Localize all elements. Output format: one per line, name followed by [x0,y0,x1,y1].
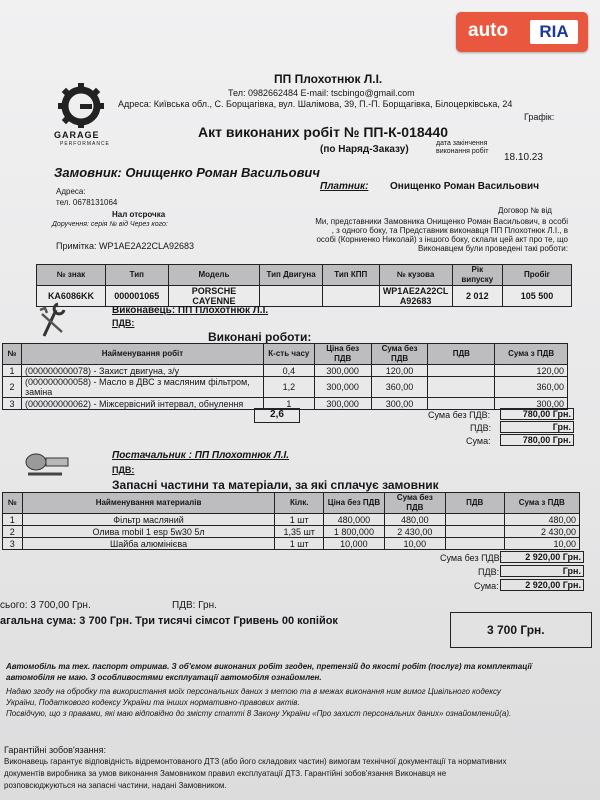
works-vat-label: ПДВ: [470,423,492,433]
parts-vat-label: ПДВ: [478,567,500,577]
parts-sum: 2 920,00 Грн. [500,579,584,591]
garage-logo [50,82,112,152]
legal-line-1: Автомобіль та тех. паспорт отримав. З об'ємом виконаних робіт згоден, претензій до якості робіт (послуг) та комплектації [6,662,532,671]
company-address: Адреса: Київська обл., С. Борщагівка, вул. Шалімова, 39, П.-П. Борщагівка, Білоцерківська, 24 [118,99,513,109]
parts-title: Запасні частини та матеріали, за які сплачує замовник [112,478,439,492]
works-row-hours: 1,2 [263,377,314,398]
parts-row-price: 10,000 [323,538,384,550]
works-row-price: 300,000 [314,365,371,377]
works-row-name: (000000000078) - Захист двигуна, з/у [21,365,263,377]
works-row-sum-vat: 300,00 [495,398,568,410]
parts-col-name: Найменування материалів [22,493,275,514]
act-title: Акт виконаних робіт № ПП-К-018440 [198,124,449,140]
supplier-vat: ПДВ: [112,465,135,475]
works-row-sum-no-vat: 120,00 [371,365,428,377]
parts-header-row [3,493,580,514]
works-col-name: Найменування робіт [21,344,263,365]
parts-row-name: Шайба алюмінієва [22,538,275,550]
parts-row [3,538,580,550]
spare-parts-icon [22,448,74,482]
works-sum-no-vat-label: Сума без ПДВ: [428,410,491,420]
company-name: ПП Плохотнюк Л.І. [274,72,383,86]
parts-row-qty: 1 шт [275,538,324,550]
deferral-label: Нал отсрочка [112,210,166,219]
works-row-hours: 0,4 [263,365,314,377]
works-col-sum-no-vat: Сума без ПДВ [371,344,428,365]
parts-table [2,492,580,550]
logo-text: GARAGE [54,130,100,140]
parts-row-number: 2 [3,526,23,538]
works-col-vat: ПДВ [428,344,495,365]
works-row [3,377,568,398]
parts-row [3,526,580,538]
works-row-name: (000000000058) - Масло в ДВС з масляним фільтром, заміна [21,377,263,398]
order-note: (по Наряд-Заказу) [320,144,409,155]
works-hours-total: 2,6 [254,408,300,423]
gear-logo-icon [50,82,112,128]
parts-col-sum-no-vat: Сума без ПДВ [384,493,445,514]
customer-phone: тел. 0678131064 [56,198,118,207]
legal-line-2: автомобіля не маю. З особливостями експлуатації автомобіля ознайомлен. [6,673,322,682]
customer-note: Примітка: WP1AE2A22CLA92683 [56,241,195,251]
works-row-number: 3 [3,398,22,410]
parts-row-sum-vat: 2 430,00 [504,526,579,538]
total-box-value: 3 700 Грн. [487,623,545,637]
works-row-sum-no-vat: 360,00 [371,377,428,398]
vehicle-year: 2 012 [452,286,502,307]
warranty-line-2: документів виробника за умов виконання Замовником правил експлуатації ДТЗ. Гарантійні зобов'язання Виконавця не [4,769,447,778]
authorization-line: Доручення: серія № від Через кого: [52,221,168,228]
total-in-words: агальна сума: 3 700 Грн. Три тисячі сімсот Гривень 00 копійок [0,615,338,627]
vehicle-model: PORSCHE CAYENNE [168,286,260,307]
works-col-number: № [3,344,22,365]
watermark-ria: RIA [530,20,578,44]
parts-row-number: 1 [3,514,23,526]
works-col-hours: К-сть часу [263,344,314,365]
parts-vat: Грн. [500,565,584,577]
vehicle-gearbox [322,286,379,307]
works-row-vat [428,377,495,398]
works-row-vat [428,398,495,410]
contract-text: Ми, представники Замовника Онищенко Роман Васильович, в особі , з одного боку, та Представник виконавця ПП Плохотнюк Л.І., в особі (Корниенко Николай) з іншого боку, склали цей акт про те, що Виконавцем були проведені такі роботи: [315,217,568,253]
works-sum-no-vat: 780,00 Грн. [500,408,574,420]
works-col-price: Ціна без ПДВ [314,344,371,365]
contract-label: Договор № від [498,206,552,215]
parts-row [3,514,580,526]
parts-sum-no-vat-label: Сума без ПДВ: [440,553,503,563]
vehicle-col-vin: № кузова [379,265,452,286]
works-table [2,343,568,410]
legal-line-3: Надаю згоду на обробку та використання моїх персональних даних з метою та в межах виконання ним вимог Цивільного кодексу [6,687,501,696]
parts-row-name: Олива mobil 1 esp 5w30 5л [22,526,275,538]
legal-line-4: України, Податкового кодексу України та інших нормативно-правових актів. [6,698,300,707]
works-title: Виконані роботи: [208,330,312,344]
parts-row-qty: 1,35 шт [275,526,324,538]
parts-row-qty: 1 шт [275,514,324,526]
schedule-label: Графік: [524,112,555,122]
wrench-icon [36,300,68,340]
works-row-name: (000000000062) - Міжсервісний інтервал, обнулення [21,398,263,410]
vehicle-col-gearbox: Тип КПП [322,265,379,286]
works-col-sum-vat: Сума з ПДВ [495,344,568,365]
vehicle-plate: KA6086KK [37,286,106,307]
payer-name: Онищенко Роман Васильович [390,181,540,192]
vehicle-col-mileage: Пробіг [503,265,572,286]
works-sum: 780,00 Грн. [500,434,574,446]
vehicle-type: 000001065 [105,286,168,307]
parts-row-name: Фільтр масляний [22,514,275,526]
works-row-price: 300,000 [314,377,371,398]
parts-row-price: 1 800,000 [323,526,384,538]
works-row-vat [428,365,495,377]
vehicle-col-model: Модель [168,265,260,286]
logo-subtext: PERFORMANCE [60,141,110,147]
works-row-number: 1 [3,365,22,377]
works-row-sum-vat: 360,00 [495,377,568,398]
parts-row-sum-no-vat: 480,00 [384,514,445,526]
works-sum-label: Сума: [466,436,491,446]
vehicle-vin: WP1AE2A22CLA92683 [379,286,452,307]
works-row-sum-no-vat: 300,00 [371,398,428,410]
customer-address: Адреса: [56,187,86,196]
company-contacts: Тел: 0982662484 E-mail: tscbingo@gmail.com [228,88,415,98]
parts-row-vat [445,538,504,550]
works-row-hours: 1 [263,398,314,410]
vehicle-col-engine: Тип Двигуна [260,265,323,286]
parts-col-vat: ПДВ [445,493,504,514]
parts-row-vat [445,514,504,526]
total-all: сього: 3 700,00 Грн. [0,600,91,611]
parts-row-sum-vat: 480,00 [504,514,579,526]
vehicle-engine [260,286,323,307]
parts-sum-label: Сума: [474,581,499,591]
works-row-sum-vat: 120,00 [495,365,568,377]
parts-col-qty: Кілк. [275,493,324,514]
warranty-title: Гарантійні зобов'язання: [4,745,106,755]
executor-label: Виконавець: ПП Плохотнюк Л.І. [112,305,269,316]
date-label: дата закінчення виконання робіт [436,140,489,155]
parts-row-number: 3 [3,538,23,550]
parts-row-price: 480,000 [323,514,384,526]
parts-row-sum-no-vat: 2 430,00 [384,526,445,538]
parts-row-vat [445,526,504,538]
total-box [450,612,592,648]
parts-sum-no-vat: 2 920,00 Грн. [500,551,584,563]
act-date: 18.10.23 [504,152,543,163]
vehicle-mileage: 105 500 [503,286,572,307]
vehicle-header-row [37,265,572,286]
parts-col-number: № [3,493,23,514]
works-row-price: 300,000 [314,398,371,410]
vehicle-table [36,264,572,307]
works-row-number: 2 [3,377,22,398]
works-vat: Грн. [500,421,574,433]
parts-row-sum-no-vat: 10,00 [384,538,445,550]
legal-line-5: Посвідчую, що з правами, які маю відповідно до змісту статті 8 Закону України «Про захист персональних даних» ознайомлений(а). [6,709,512,718]
warranty-line-3: розповсюджуються на запасні частини, надані Замовником. [4,781,227,790]
total-vat: ПДВ: Грн. [172,600,217,611]
vehicle-col-type: Тип [105,265,168,286]
watermark-badge [456,12,588,52]
parts-col-sum-vat: Сума з ПДВ [504,493,579,514]
warranty-line-1: Виконавець гарантує відповідність відремонтованого ДТЗ (або його складових частин) вимогам технічної документації та нормативних [4,757,507,766]
payer-label: Платник: [320,181,369,192]
vehicle-col-plate: № знак [37,265,106,286]
executor-vat: ПДВ: [112,318,135,328]
customer-label: Замовник: Онищенко Роман Васильович [54,165,320,180]
works-header-row [3,344,568,365]
watermark-auto: auto [468,20,509,41]
parts-row-sum-vat: 10,00 [504,538,579,550]
works-row [3,365,568,377]
vehicle-col-year: Рік випуску [452,265,502,286]
vehicle-value-row [37,286,572,307]
parts-col-price: Ціна без ПДВ [323,493,384,514]
supplier-label: Постачальник : ПП Плохотнюк Л.І. [112,450,290,461]
